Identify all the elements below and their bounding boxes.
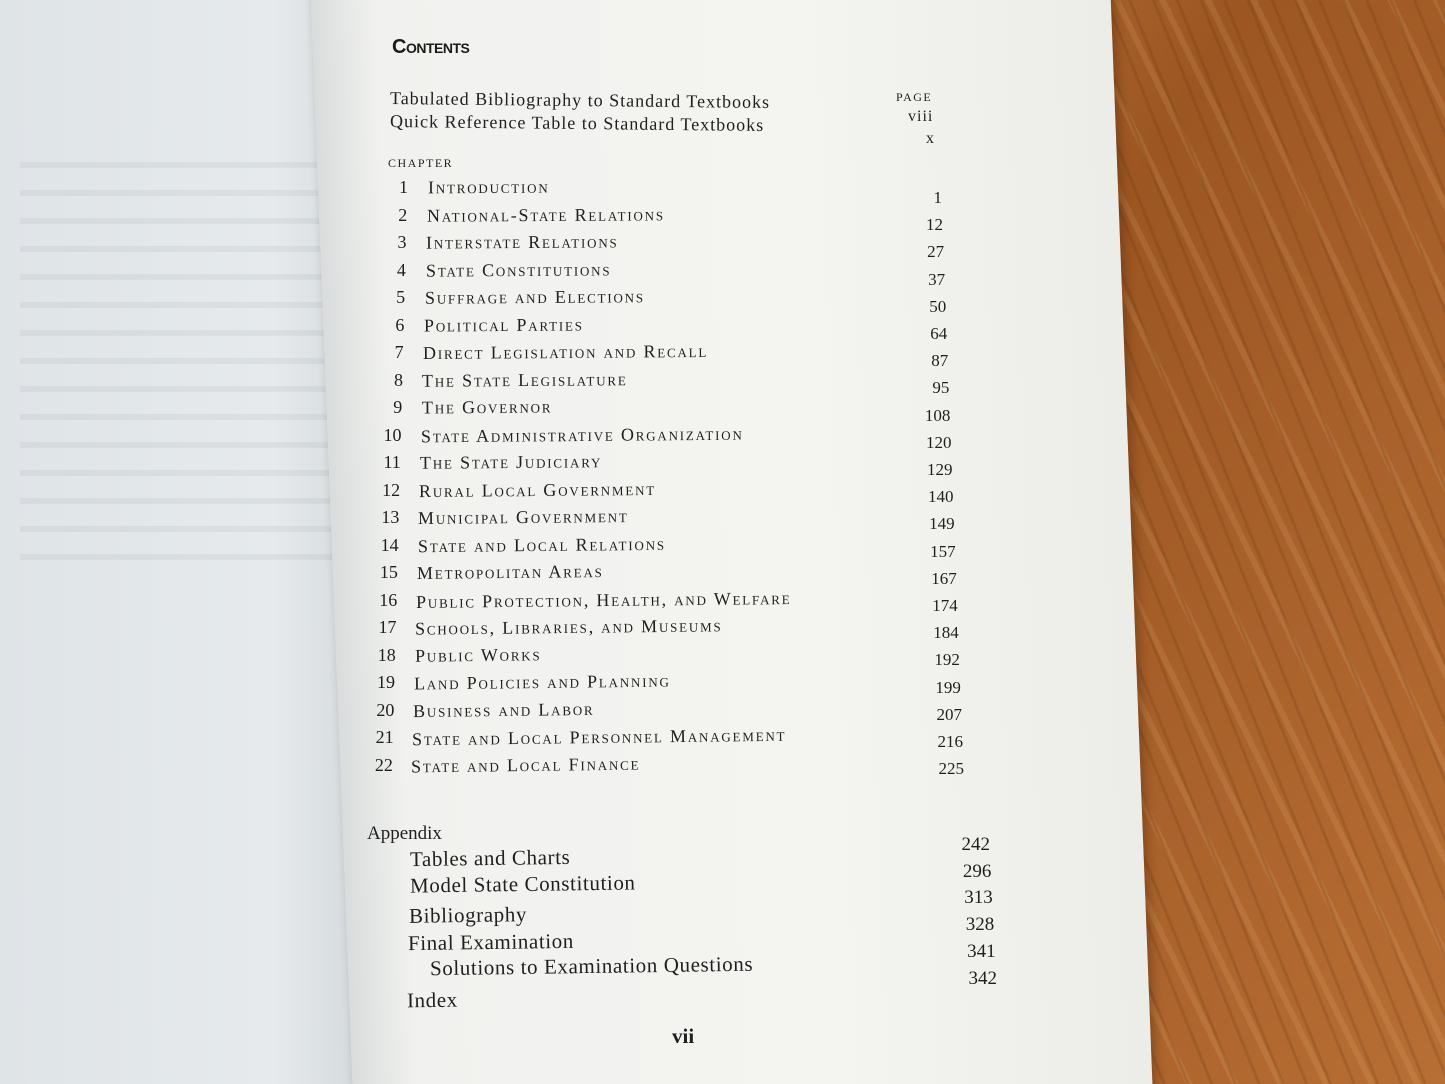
chapter-title: Land Policies and Planning: [413, 670, 671, 694]
chapter-number: 12: [382, 479, 401, 500]
chapter-column-label: CHAPTER: [388, 156, 454, 170]
chapter-page: 167: [931, 568, 957, 588]
front-matter-page: viii: [908, 108, 934, 125]
chapter-number: 14: [380, 534, 399, 555]
chapter-number: 5: [396, 287, 406, 307]
front-matter-page: x: [926, 130, 935, 147]
chapter-title: Business and Labor: [412, 698, 595, 721]
chapter-title: The Governor: [421, 396, 552, 418]
chapter-number: 7: [394, 342, 404, 362]
chapter-title: State and Local Personnel Management: [412, 724, 787, 750]
appendix-title: Final Examination: [407, 928, 575, 956]
chapter-page: 120: [925, 432, 952, 452]
chapter-page: 108: [924, 405, 951, 425]
chapter-page: 27: [927, 242, 945, 262]
chapter-page: 64: [930, 324, 948, 343]
chapter-page: 216: [937, 732, 963, 751]
appendix-title: Index: [406, 987, 458, 1013]
chapter-page: 95: [932, 378, 950, 398]
chapter-title: Municipal Government: [418, 506, 630, 528]
chapter-page: 174: [932, 596, 958, 615]
chapter-title: Schools, Libraries, and Museums: [415, 615, 723, 639]
chapter-number: 17: [378, 617, 397, 637]
chapter-title: Direct Legislation and Recall: [423, 340, 709, 364]
contents-heading: Contents: [392, 36, 470, 58]
appendix-page: 242: [961, 834, 990, 855]
appendix-title: Solutions to Examination Questions: [429, 951, 754, 981]
chapter-number: 22: [374, 754, 393, 775]
appendix-title: Tables and Charts: [409, 844, 571, 872]
chapter-title: State and Local Relations: [417, 533, 666, 556]
chapter-page: 140: [928, 487, 954, 507]
chapter-number: 20: [376, 699, 395, 720]
chapter-page: 192: [934, 650, 960, 670]
chapter-number: 6: [395, 314, 405, 335]
chapter-page: 50: [929, 296, 947, 316]
chapter-number: 11: [383, 452, 401, 472]
page-number: vii: [672, 1024, 695, 1048]
chapter-title: Public Works: [414, 643, 542, 666]
chapter-title: Public Protection, Health, and Welfare: [416, 587, 792, 612]
appendix-page: 341: [967, 941, 996, 962]
chapter-page: 207: [936, 704, 962, 724]
chapter-title: Introduction: [427, 176, 550, 198]
chapter-page: 157: [930, 541, 956, 561]
chapter-number: 18: [377, 644, 396, 665]
chapter-number: 2: [398, 204, 408, 225]
chapter-number: 3: [397, 232, 407, 252]
page-column-label: PAGE: [896, 90, 933, 104]
chapter-title: Suffrage and Elections: [424, 286, 645, 308]
chapter-title: Political Parties: [423, 313, 584, 336]
chapter-title: State Constitutions: [425, 258, 611, 281]
front-matter-title: Tabulated Bibliography to Standard Textbooks: [389, 88, 771, 112]
chapter-number: 21: [375, 727, 394, 747]
chapter-title: The State Judiciary: [419, 451, 603, 473]
chapter-number: 19: [377, 672, 396, 692]
chapter-page: 129: [927, 460, 953, 479]
chapter-page: 199: [935, 677, 961, 697]
chapter-page: 1: [933, 188, 942, 207]
chapter-page: 87: [931, 351, 949, 371]
chapter-title: Interstate Relations: [426, 231, 619, 253]
chapter-title: Metropolitan Areas: [416, 561, 604, 583]
chapter-page: 37: [928, 269, 946, 289]
appendix-title: Model State Constitution: [409, 870, 636, 898]
chapter-page: 12: [926, 215, 944, 235]
chapter-title: State and Local Finance: [411, 753, 641, 776]
chapter-number: 9: [393, 397, 403, 417]
chapter-number: 1: [399, 177, 408, 197]
front-matter-title: Quick Reference Table to Standard Textbooks: [389, 111, 765, 135]
chapter-page: 184: [933, 623, 959, 643]
chapter-page: 225: [938, 759, 965, 779]
chapter-title: National-State Relations: [427, 203, 666, 226]
chapter-title: The State Legislature: [422, 368, 629, 391]
appendix-title: Bibliography: [408, 902, 528, 928]
appendix-page: 342: [968, 968, 997, 989]
chapter-page: 149: [929, 514, 955, 534]
chapter-number: 13: [381, 507, 400, 527]
chapter-title: Rural Local Government: [419, 478, 657, 501]
chapter-number: 4: [396, 259, 406, 280]
chapter-title: State Administrative Organization: [420, 423, 744, 446]
chapter-number: 16: [379, 589, 398, 610]
chapter-number: 10: [383, 424, 402, 445]
appendix-page: 328: [965, 914, 995, 935]
chapter-number: 8: [393, 369, 403, 390]
appendix-page: 313: [964, 887, 993, 908]
chapter-number: 15: [379, 562, 398, 582]
appendix-page: 296: [962, 861, 992, 882]
appendix-label: Appendix: [367, 823, 442, 844]
